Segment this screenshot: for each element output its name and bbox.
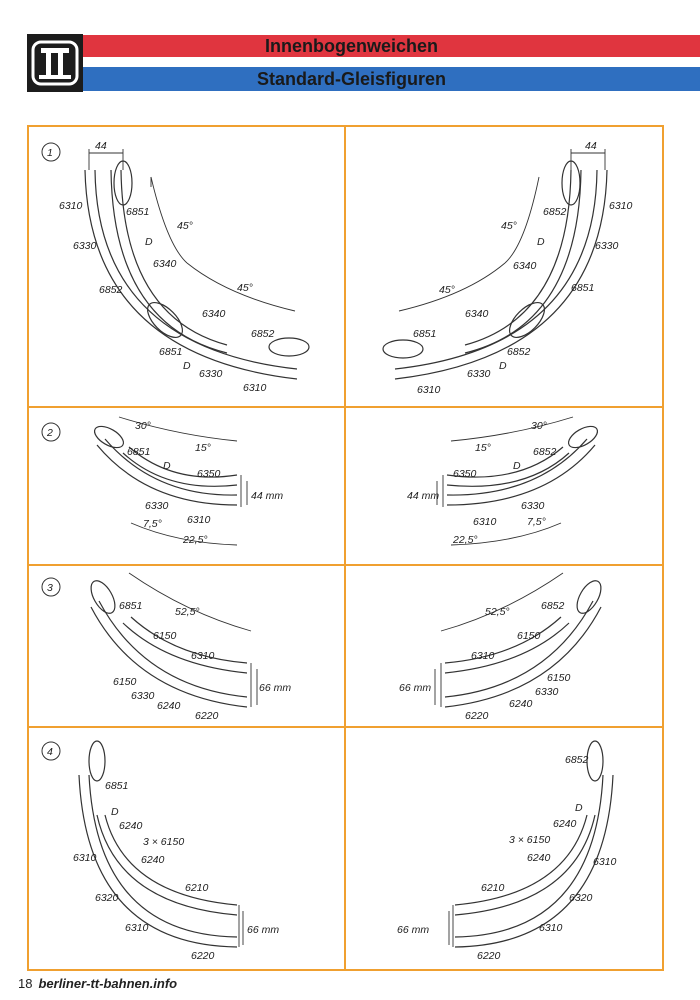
figure-4-right — [397, 741, 617, 962]
track-label: 6240 — [527, 852, 551, 864]
track-label: 45° — [177, 220, 193, 232]
track-label: 6150 — [547, 672, 571, 684]
track-label: 6330 — [145, 500, 169, 512]
figure-grid — [27, 125, 664, 971]
track-label: 6240 — [509, 698, 533, 710]
figure-2-right — [407, 417, 601, 546]
track-label: 6150 — [153, 630, 177, 642]
track-label: D — [183, 360, 191, 372]
track-label: D — [537, 236, 545, 248]
figure-3-left — [42, 573, 291, 722]
track-label: 6340 — [153, 258, 177, 270]
track-label: 15° — [195, 442, 211, 454]
track-label: 6852 — [541, 600, 565, 612]
track-label: 6851 — [105, 780, 129, 792]
track-label: 22,5° — [183, 534, 208, 546]
track-label: 52,5° — [485, 606, 510, 618]
track-label: D — [499, 360, 507, 372]
site-url: berliner-tt-bahnen.info — [38, 976, 178, 991]
track-label: D — [145, 236, 153, 248]
track-label: 6851 — [126, 206, 150, 218]
track-label: 6310 — [471, 650, 495, 662]
track-label: 6310 — [191, 650, 215, 662]
switch-motor — [565, 422, 601, 452]
track-label: 45° — [501, 220, 517, 232]
track-label: 6852 — [251, 328, 275, 340]
track-label: 6310 — [593, 856, 617, 868]
switch-motor — [383, 340, 423, 358]
track-label: 6851 — [127, 446, 151, 458]
track-label: 6330 — [521, 500, 545, 512]
track-label: 6310 — [539, 922, 563, 934]
track-label: 44 mm — [407, 490, 440, 502]
track-label: 6852 — [507, 346, 531, 358]
track-label: 6310 — [59, 200, 83, 212]
figure-number: 4 — [47, 746, 53, 758]
page-subtitle: Standard-Gleisfiguren — [256, 69, 447, 89]
track-label: 7,5° — [527, 516, 546, 528]
track-label: 6310 — [73, 852, 97, 864]
dimension-label: 44 — [585, 140, 597, 152]
track-label: 45° — [237, 282, 253, 294]
page-title: Innenbogenweichen — [264, 36, 438, 56]
track-label: 6210 — [481, 882, 505, 894]
track-label: 30° — [135, 420, 151, 432]
switch-motor — [587, 741, 603, 781]
track-label: 6852 — [99, 284, 123, 296]
switch-motor — [91, 422, 127, 452]
track-label: 6240 — [141, 854, 165, 866]
track-label: 6220 — [465, 710, 489, 722]
track-label: 6851 — [159, 346, 183, 358]
track-label: 6350 — [197, 468, 221, 480]
figure-4-left — [42, 741, 279, 962]
switch-motor — [269, 338, 309, 356]
track-label: D — [575, 802, 583, 814]
track-diagrams — [27, 125, 664, 971]
tt-logo-icon — [27, 34, 83, 92]
track-label: 6310 — [609, 200, 633, 212]
track-label: 3 × 6150 — [143, 836, 185, 848]
track-label: 6330 — [595, 240, 619, 252]
page-number: 18 — [18, 976, 33, 991]
track-label: 3 × 6150 — [509, 834, 551, 846]
track-label: 6310 — [243, 382, 267, 394]
track-label: 6350 — [453, 468, 477, 480]
track-label: 15° — [475, 442, 491, 454]
track-label: 6330 — [199, 368, 223, 380]
track-label: 66 mm — [397, 924, 430, 936]
track-label: 6852 — [565, 754, 589, 766]
track-label: 7,5° — [143, 518, 162, 530]
track-label: 45° — [439, 284, 455, 296]
figure-number: 3 — [47, 582, 53, 594]
page-footer — [18, 976, 177, 991]
track-label: 6330 — [467, 368, 491, 380]
switch-motor — [572, 577, 606, 617]
track-label: 6240 — [553, 818, 577, 830]
track-label: 6310 — [125, 922, 149, 934]
dimension-label: 44 — [95, 140, 107, 152]
track-label: 6220 — [195, 710, 219, 722]
track-label: 6220 — [191, 950, 215, 962]
track-label: 22,5° — [453, 534, 478, 546]
track-label: 6852 — [543, 206, 567, 218]
track-label: 6851 — [119, 600, 143, 612]
track-label: 66 mm — [259, 682, 292, 694]
track-label: 6150 — [517, 630, 541, 642]
track-label: 6220 — [477, 950, 501, 962]
track-label: 6320 — [569, 892, 593, 904]
track-label: D — [513, 460, 521, 472]
track-label: 6310 — [417, 384, 441, 396]
switch-motor — [86, 577, 120, 617]
track-label: 6851 — [571, 282, 595, 294]
figure-1-right — [383, 140, 633, 396]
figure-2-left — [42, 417, 283, 546]
track-label: 52,5° — [175, 606, 200, 618]
track-label: 6340 — [465, 308, 489, 320]
track-label: 6240 — [157, 700, 181, 712]
figure-3-right — [399, 573, 606, 722]
figure-1-left — [42, 140, 309, 394]
track-label: 6851 — [413, 328, 437, 340]
track-label: D — [163, 460, 171, 472]
track-label: 66 mm — [247, 924, 280, 936]
track-label: 6340 — [513, 260, 537, 272]
track-label: 66 mm — [399, 682, 432, 694]
track-label: 6330 — [535, 686, 559, 698]
track-label: D — [111, 806, 119, 818]
track-label: 30° — [531, 420, 547, 432]
track-label: 6852 — [533, 446, 557, 458]
track-label: 44 mm — [251, 490, 284, 502]
figure-number: 2 — [47, 427, 53, 439]
track-label: 6310 — [473, 516, 497, 528]
figure-number: 1 — [47, 147, 53, 159]
track-label: 6320 — [95, 892, 119, 904]
track-label: 6240 — [119, 820, 143, 832]
track-label: 6340 — [202, 308, 226, 320]
switch-motor — [89, 741, 105, 781]
track-label: 6330 — [131, 690, 155, 702]
track-label: 6310 — [187, 514, 211, 526]
track-label: 6330 — [73, 240, 97, 252]
track-label: 6150 — [113, 676, 137, 688]
track-label: 6210 — [185, 882, 209, 894]
